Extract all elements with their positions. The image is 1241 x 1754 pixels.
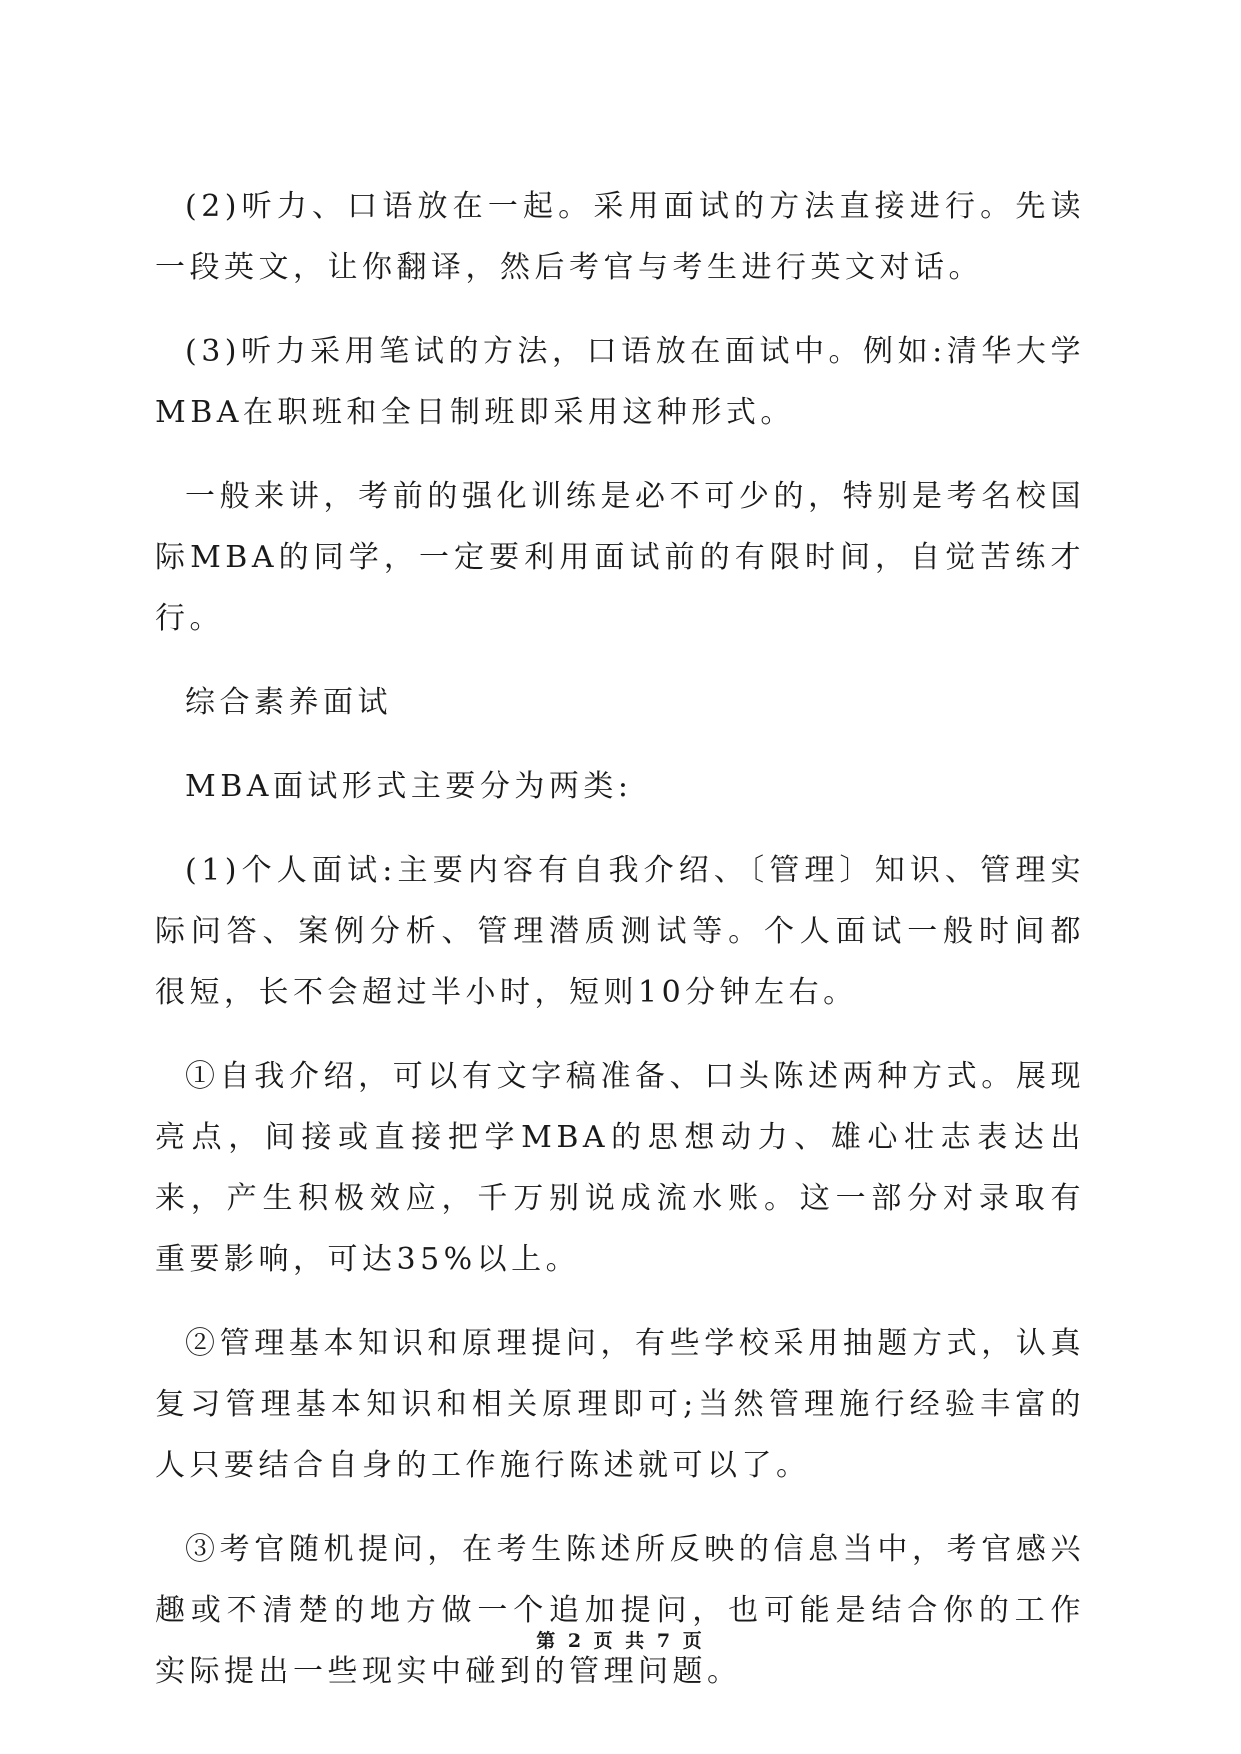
paragraph-listening-oral-combined: (2)听力、口语放在一起。采用面试的方法直接进行。先读一段英文，让你翻译，然后考官与考生进行英文对话。 xyxy=(155,189,1085,285)
paragraph-intensive-training: 一般来讲，考前的强化训练是必不可少的，特别是考名校国际MBA的同学，一定要利用面试前的有限时间，自觉苦练才行。 xyxy=(155,479,1085,636)
paragraph-random-questions: ③考官随机提问，在考生陈述所反映的信息当中，考官感兴趣或不清楚的地方做一个追加提问，也可能是结合你的工作实际提出一些现实中碰到的管理问题。 xyxy=(155,1532,1085,1689)
paragraph-self-introduction: ①自我介绍，可以有文字稿准备、口头陈述两种方式。展现亮点，间接或直接把学MBA的思想动力、雄心壮志表达出来，产生积极效应，千万别说成流水账。这一部分对录取有重要影响，可达35%以上。 xyxy=(155,1059,1085,1277)
document-body xyxy=(155,176,1085,1725)
page-footer: 第 2 页 共 7 页 xyxy=(536,1630,705,1652)
section-heading: 综合素养面试 xyxy=(185,685,392,720)
paragraph-interview-forms: MBA面试形式主要分为两类: xyxy=(185,769,633,804)
paragraph-individual-interview: (1)个人面试:主要内容有自我介绍、〔管理〕知识、管理实际问答、案例分析、管理潜质测试等。个人面试一般时间都很短，长不会超过半小时，短则10分钟左右。 xyxy=(155,853,1085,1010)
paragraph-management-knowledge: ②管理基本知识和原理提问，有些学校采用抽题方式，认真复习管理基本知识和相关原理即可;当然管理施行经验丰富的人只要结合自身的工作施行陈述就可以了。 xyxy=(155,1326,1085,1483)
paragraph-listening-written: (3)听力采用笔试的方法，口语放在面试中。例如:清华大学MBA在职班和全日制班即采用这种形式。 xyxy=(155,334,1085,430)
